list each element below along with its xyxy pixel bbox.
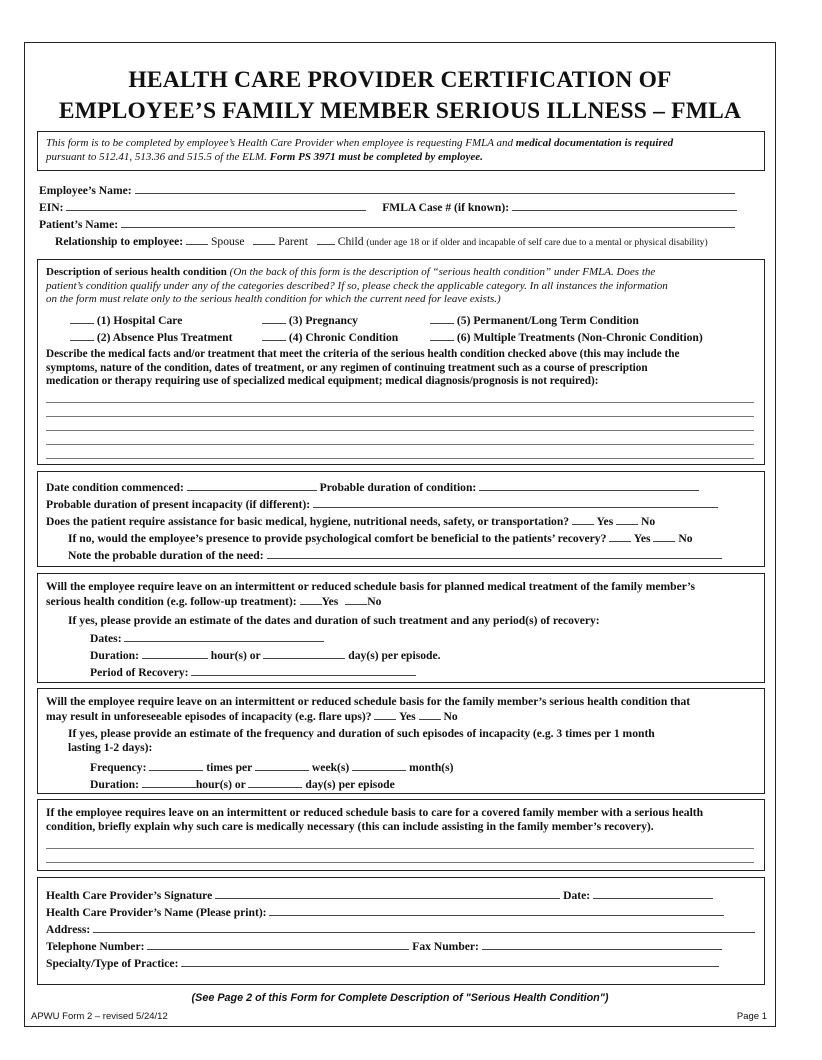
planned-ifyes: If yes, please provide an estimate of the dates and duration of such treatment and any period(s) of recovery: <box>68 614 600 627</box>
describe-line-1[interactable] <box>46 402 754 403</box>
planned-hours-field[interactable] <box>142 648 208 659</box>
ein-row <box>39 200 737 215</box>
unforeseeable-ifyes: If yes, please provide an estimate of the frequency and duration of such episodes of incapacity (e.g. 3 times per 1 month lasting 1-2 days): <box>68 727 655 754</box>
provider-box <box>37 877 765 985</box>
ein-label: EIN: <box>39 201 64 214</box>
probable-duration-field[interactable] <box>479 480 699 491</box>
frequency-row: Frequency: times per week(s) month(s) <box>90 761 454 774</box>
page-number: Page 1 <box>736 1011 767 1022</box>
commenced-field[interactable] <box>187 480 317 491</box>
incapacity-field[interactable] <box>313 497 718 508</box>
planned-days-field[interactable] <box>263 648 345 659</box>
unforeseeable-duration-row: Duration: hour(s) or day(s) per episode <box>90 778 395 791</box>
spouse-label: Spouse <box>210 235 245 248</box>
assistance-yes-checkbox[interactable] <box>572 514 594 525</box>
describe-instructions: Describe the medical facts and/or treatment that meet the criteria of the serious health condition checked above (this may include the symptoms, nature of the condition, dates of treatment, or any regimen of continuing treatment such as a course of prescription medication or therapy requiring use of specialized medical equipment; medical diagnosis/prognosis is not required): <box>46 348 680 387</box>
care-line-2[interactable] <box>46 862 754 863</box>
provider-date-field[interactable] <box>593 888 713 899</box>
care-explanation-box <box>37 799 765 871</box>
planned-recovery-row: Period of Recovery: <box>90 665 416 680</box>
provider-address-row: Address: <box>46 922 755 937</box>
describe-line-3[interactable] <box>46 430 754 431</box>
category-5-checkbox[interactable] <box>430 313 454 324</box>
employee-name-field[interactable] <box>135 183 735 194</box>
comfort-row: If no, would the employee’s presence to provide psychological comfort be beneficial to the patients’ recovery? Yes No <box>68 532 693 545</box>
planned-question: Will the employee require leave on an intermittent or reduced schedule basis for planned medical treatment of the family member’s serious health condition (e.g. follow-up treatment): Yes No <box>46 580 696 608</box>
category-6-checkbox[interactable] <box>430 330 454 341</box>
care-line-1[interactable] <box>46 848 754 849</box>
category-4-checkbox[interactable] <box>262 330 286 341</box>
provider-fax-field[interactable] <box>482 939 722 950</box>
category-2-checkbox[interactable] <box>70 330 94 341</box>
duration-box <box>37 471 765 567</box>
provider-signature-field[interactable] <box>215 888 560 899</box>
relationship-row <box>55 234 708 250</box>
planned-no-checkbox[interactable] <box>345 594 367 605</box>
planned-yes-checkbox[interactable] <box>300 594 322 605</box>
employee-name-label: Employee’s Name: <box>39 184 132 197</box>
provider-specialty-row: Specialty/Type of Practice: <box>46 956 719 971</box>
assistance-row: Does the patient require assistance for basic medical, hygiene, nutritional needs, safety, or transportation? Yes No <box>46 515 656 528</box>
category-3-checkbox[interactable] <box>262 313 286 324</box>
provider-phone-field[interactable] <box>147 939 409 950</box>
planned-dates-row: Dates: <box>90 631 324 646</box>
describe-line-2[interactable] <box>46 416 754 417</box>
comfort-no-checkbox[interactable] <box>653 531 675 542</box>
relationship-label: Relationship to employee: <box>55 235 184 248</box>
category-6: (6) Multiple Treatments (Non-Chronic Condition) <box>430 330 703 345</box>
provider-phone-row: Telephone Number: Fax Number: <box>46 939 722 954</box>
planned-dates-field[interactable] <box>124 631 324 642</box>
unforeseeable-yes-checkbox[interactable] <box>374 709 396 720</box>
need-duration-field[interactable] <box>267 548 722 559</box>
frequency-weeks-field[interactable] <box>255 760 309 771</box>
form-page <box>24 42 776 1027</box>
need-duration-row: Note the probable duration of the need: <box>68 548 722 563</box>
describe-line-4[interactable] <box>46 444 754 445</box>
intro-text: This form is to be completed by employee’s Health Care Provider when employee is requesting FMLA and medical documentation is required pursuant to 512.41, 513.36 and 515.5 of the ELM. Form PS 3971 must be completed by employee. <box>46 137 674 163</box>
condition-box <box>37 259 765 465</box>
child-note: (under age 18 or if older and incapable of self care due to a mental or physical disability) <box>366 237 708 248</box>
ein-field[interactable] <box>66 200 366 211</box>
assistance-no-checkbox[interactable] <box>616 514 638 525</box>
child-label: Child <box>337 235 364 248</box>
planned-duration-row: Duration: hour(s) or day(s) per episode. <box>90 649 441 662</box>
provider-signature-row: Health Care Provider’s Signature Date: <box>46 888 713 903</box>
describe-line-5[interactable] <box>46 458 754 459</box>
planned-recovery-field[interactable] <box>191 665 416 676</box>
child-checkbox[interactable] <box>317 234 335 245</box>
category-2: (2) Absence Plus Treatment <box>70 330 232 345</box>
form-revision: APWU Form 2 – revised 5/24/12 <box>31 1011 168 1022</box>
unforeseeable-hours-field[interactable] <box>142 777 196 788</box>
provider-name-field[interactable] <box>269 905 724 916</box>
category-5: (5) Permanent/Long Term Condition <box>430 313 639 328</box>
unforeseeable-question: Will the employee require leave on an intermittent or reduced schedule basis for the family member’s serious health condition that may result in unforeseeable episodes of incapacity (e.g. flare ups)? Yes No <box>46 695 691 723</box>
see-page-2-note: (See Page 2 of this Form for Complete Description of "Serious Health Condition") <box>191 992 609 1004</box>
frequency-months-field[interactable] <box>352 760 406 771</box>
provider-address-field[interactable] <box>93 922 755 933</box>
parent-label: Parent <box>278 235 308 248</box>
unforeseeable-box <box>37 688 765 794</box>
fmla-case-label: FMLA Case # (if known): <box>382 201 510 214</box>
form-title-line-2: EMPLOYEE’S FAMILY MEMBER SERIOUS ILLNESS – FMLA <box>58 98 742 124</box>
frequency-times-field[interactable] <box>149 760 203 771</box>
category-1: (1) Hospital Care <box>70 313 182 328</box>
comfort-yes-checkbox[interactable] <box>609 531 631 542</box>
intro-box <box>37 131 765 171</box>
incapacity-row: Probable duration of present incapacity (if different): <box>46 497 718 512</box>
care-question: If the employee requires leave on an intermittent or reduced schedule basis to care for a covered family member with a serious health condition, briefly explain why such care is medically necessary (this can include assisting in the family member’s recovery). <box>46 806 704 833</box>
commenced-row: Date condition commenced: Probable duration of condition: <box>46 480 699 495</box>
unforeseeable-days-field[interactable] <box>248 777 302 788</box>
provider-name-row: Health Care Provider’s Name (Please print): <box>46 905 724 920</box>
unforeseeable-no-checkbox[interactable] <box>419 709 441 720</box>
employee-name-row <box>39 183 735 198</box>
category-4: (4) Chronic Condition <box>262 330 398 345</box>
patient-name-field[interactable] <box>121 217 735 228</box>
provider-specialty-field[interactable] <box>181 956 719 967</box>
patient-name-label: Patient’s Name: <box>39 218 119 231</box>
parent-checkbox[interactable] <box>253 234 275 245</box>
category-3: (3) Pregnancy <box>262 313 358 328</box>
spouse-checkbox[interactable] <box>186 234 208 245</box>
condition-description: Description of serious health condition (On the back of this form is the description of “serious health condition” under FMLA. Does the patient’s condition qualify under any of the categories described? If so, please check the applicable category. In all instances the information on the form must relate only to the serious health condition for which the current need for leave exists.) <box>46 266 668 305</box>
fmla-case-field[interactable] <box>512 200 737 211</box>
patient-name-row <box>39 217 735 232</box>
form-title-line-1: HEALTH CARE PROVIDER CERTIFICATION OF <box>128 67 672 93</box>
planned-treatment-box <box>37 573 765 683</box>
category-1-checkbox[interactable] <box>70 313 94 324</box>
